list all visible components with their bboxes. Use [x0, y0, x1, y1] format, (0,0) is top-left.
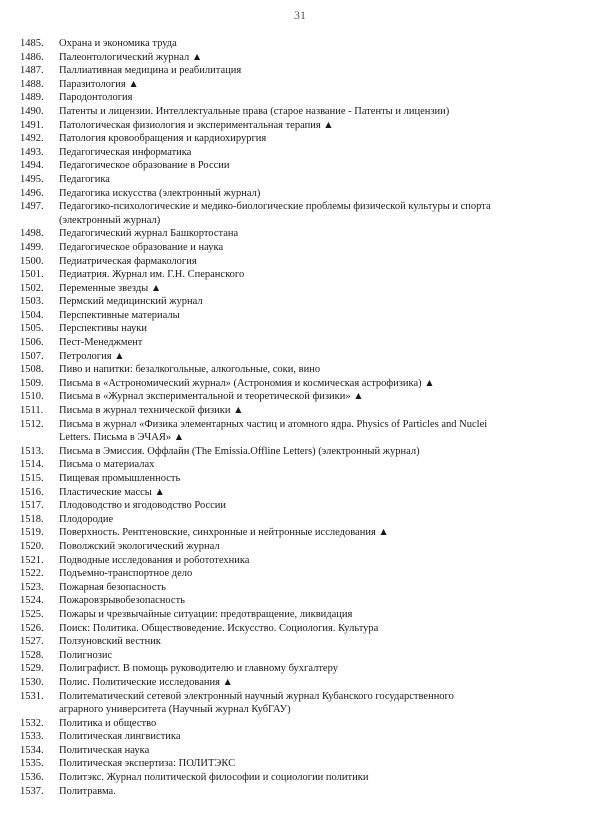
- entry-number: 1535.: [20, 758, 44, 770]
- entry-title-line: Полис. Политические исследования ▲: [59, 676, 233, 688]
- list-item: [20, 540, 590, 554]
- entry-number: 1512.: [20, 418, 44, 430]
- journal-list: [20, 37, 590, 798]
- entry-title-line: Перспективные материалы: [59, 309, 180, 321]
- entry-number: 1520.: [20, 540, 44, 552]
- entry-title-line: Паразитология ▲: [59, 78, 139, 90]
- list-item: [20, 649, 590, 663]
- list-item: [20, 486, 590, 500]
- entry-number: 1507.: [20, 350, 44, 362]
- entry-title-line: Письма о материалах: [59, 459, 155, 471]
- entry-title-line: Патология кровообращения и кардиохирургия: [59, 133, 267, 145]
- list-item: [20, 146, 590, 160]
- entry-title: [59, 51, 590, 65]
- entry-number: 1529.: [20, 663, 44, 675]
- entry-title-line: Пищевая промышленность: [59, 473, 181, 484]
- entry-number: 1534.: [20, 744, 44, 756]
- list-item: [20, 458, 590, 472]
- list-item: [20, 78, 590, 92]
- list-item: [20, 241, 590, 255]
- entry-title: [59, 676, 590, 690]
- entry-number: 1532.: [20, 717, 44, 729]
- entry-number: 1489.: [20, 92, 44, 104]
- entry-number: 1505.: [20, 323, 44, 335]
- list-item: [20, 404, 590, 418]
- entry-title-line: Пластические массы ▲: [59, 486, 165, 498]
- entry-title-line: Полиграфист. В помощь руководителю и главному бухгалтеру: [59, 663, 338, 675]
- list-item: [20, 105, 590, 119]
- entry-title-line: Педагогика: [59, 173, 110, 185]
- entry-number: 1491.: [20, 119, 44, 131]
- entry-title: [59, 635, 590, 649]
- entry-number: 1506.: [20, 337, 44, 349]
- list-item: [20, 336, 590, 350]
- entry-title: [59, 78, 590, 92]
- entry-title-line: Письма в журнал технической физики ▲: [59, 405, 244, 417]
- entry-number: 1509.: [20, 377, 44, 389]
- list-item: [20, 64, 590, 78]
- list-item: [20, 730, 590, 744]
- entry-title: [59, 730, 590, 744]
- entry-title: [59, 690, 590, 717]
- entry-number: 1518.: [20, 513, 44, 525]
- entry-title-line: Педагогическое образование и наука: [59, 241, 224, 253]
- entry-title-line: Письма в «Журнал экспериментальной и теоретической физики» ▲: [59, 391, 364, 403]
- list-item: [20, 472, 590, 486]
- entry-title: [59, 268, 590, 282]
- entry-number: 1510.: [20, 391, 44, 403]
- entry-title-line: Политическая наука: [59, 744, 150, 756]
- entry-number: 1536.: [20, 772, 44, 784]
- entry-title: [59, 187, 590, 201]
- list-item: [20, 567, 590, 581]
- entry-number: 1525.: [20, 608, 44, 620]
- entry-title-line: Поверхность. Рентгеновские, синхронные и нейтронные исследования ▲: [59, 527, 389, 539]
- entry-title: [59, 64, 590, 78]
- entry-number: 1531.: [20, 690, 44, 702]
- entry-title: [59, 377, 590, 391]
- entry-number: 1501.: [20, 269, 44, 281]
- entry-title-line: Политравма.: [59, 785, 116, 797]
- entry-number: 1499.: [20, 241, 44, 253]
- entry-title-line: Педагогическое образование в России: [59, 160, 230, 172]
- list-item: [20, 282, 590, 296]
- entry-title: [59, 282, 590, 296]
- entry-title: [59, 771, 590, 785]
- entry-title-line: Палеонтологический журнал ▲: [59, 51, 203, 63]
- entry-title-line: Педагогика искусства (электронный журнал): [59, 187, 261, 199]
- entry-number: 1495.: [20, 173, 44, 185]
- list-item: [20, 227, 590, 241]
- list-item: [20, 554, 590, 568]
- entry-title-line: Охрана и экономика труда: [59, 38, 177, 49]
- entry-title-line: аграрного университета (Научный журнал КубГАУ): [59, 704, 291, 716]
- entry-number: 1494.: [20, 160, 44, 172]
- entry-number: 1488.: [20, 78, 44, 90]
- entry-title: [59, 255, 590, 269]
- entry-title: [59, 350, 590, 364]
- list-item: [20, 322, 590, 336]
- entry-title: [59, 445, 590, 459]
- list-item: [20, 499, 590, 513]
- entry-title: [59, 499, 590, 513]
- entry-title: [59, 662, 590, 676]
- entry-number: 1493.: [20, 146, 44, 158]
- entry-title: [59, 744, 590, 758]
- entry-title: [59, 757, 590, 771]
- list-item: [20, 622, 590, 636]
- list-item: [20, 662, 590, 676]
- entry-number: 1524.: [20, 595, 44, 607]
- entry-title: [59, 309, 590, 323]
- list-item: [20, 390, 590, 404]
- entry-title: [59, 404, 590, 418]
- page-number: 31: [294, 8, 306, 22]
- entry-number: 1516.: [20, 486, 44, 498]
- list-item: [20, 363, 590, 377]
- entry-title: [59, 717, 590, 731]
- list-item: [20, 717, 590, 731]
- entry-title: [59, 37, 590, 51]
- entry-title-line: Педагогическая информатика: [59, 146, 192, 158]
- entry-number: 1500.: [20, 255, 44, 267]
- entry-title-line: Letters. Письма в ЭЧАЯ» ▲: [59, 432, 185, 444]
- entry-number: 1502.: [20, 282, 44, 294]
- entry-title: [59, 295, 590, 309]
- entry-title: [59, 622, 590, 636]
- list-item: [20, 173, 590, 187]
- entry-number: 1486.: [20, 51, 44, 63]
- entry-number: 1519.: [20, 527, 44, 539]
- entry-number: 1511.: [20, 405, 44, 417]
- list-item: [20, 37, 590, 51]
- entry-title-line: Плодородие: [59, 513, 114, 525]
- list-item: [20, 91, 590, 105]
- entry-number: 1498.: [20, 228, 44, 240]
- entry-title-line: Пожаровзрывобезопасность: [59, 595, 185, 607]
- entry-title: [59, 91, 590, 105]
- entry-title-line: Поиск: Политика. Обществоведение. Искусство. Социология. Культура: [59, 622, 379, 634]
- entry-number: 1530.: [20, 676, 44, 688]
- entry-title: [59, 458, 590, 472]
- entry-number: 1522.: [20, 568, 44, 580]
- entry-title-line: Политическая экспертиза: ПОЛИТЭКС: [59, 758, 236, 770]
- entry-title: [59, 554, 590, 568]
- entry-title: [59, 608, 590, 622]
- entry-number: 1515.: [20, 473, 44, 484]
- entry-title-line: Педиатрия. Журнал им. Г.Н. Сперанского: [59, 269, 245, 281]
- entry-title: [59, 472, 590, 486]
- list-item: [20, 513, 590, 527]
- entry-title-line: Патологическая физиология и экспериментальная терапия ▲: [59, 119, 334, 131]
- entry-title-line: Политическая лингвистика: [59, 731, 181, 743]
- entry-title-line: Пест-Менеджмент: [59, 337, 143, 349]
- entry-number: 1523.: [20, 581, 44, 593]
- entry-title-line: Полигнозис: [59, 649, 113, 661]
- entry-number: 1521.: [20, 554, 44, 566]
- entry-title: [59, 418, 590, 445]
- list-item: [20, 690, 590, 717]
- entry-title-line: Плодоводство и ягодоводство России: [59, 500, 227, 512]
- entry-title: [59, 336, 590, 350]
- entry-title: [59, 513, 590, 527]
- entry-number: 1503.: [20, 296, 44, 308]
- entry-title-line: Патенты и лицензии. Интеллектуальные права (старое название - Патенты и лицензии): [59, 105, 450, 117]
- list-item: [20, 594, 590, 608]
- entry-number: 1497.: [20, 201, 44, 213]
- list-item: [20, 757, 590, 771]
- entry-title-line: Ползуновский вестник: [59, 636, 161, 648]
- entry-number: 1492.: [20, 133, 44, 145]
- entry-title: [59, 526, 590, 540]
- entry-title: [59, 486, 590, 500]
- list-item: [20, 744, 590, 758]
- list-item: [20, 159, 590, 173]
- entry-title-line: Пиво и напитки: безалкогольные, алкогольные, соки, вино: [59, 364, 321, 376]
- list-item: [20, 255, 590, 269]
- entry-title-line: Педиатрическая фармакология: [59, 255, 197, 267]
- list-item: [20, 309, 590, 323]
- list-item: [20, 526, 590, 540]
- entry-number: 1537.: [20, 785, 44, 797]
- entry-title-line: Пожары и чрезвычайные ситуации: предотвращение, ликвидация: [59, 608, 353, 620]
- entry-number: 1526.: [20, 622, 44, 634]
- entry-title-line: Письма в «Астрономический журнал» (Астрономия и космическая астрофизика) ▲: [59, 377, 435, 389]
- entry-title-line: Пародонтология: [59, 92, 133, 104]
- entry-title-line: (электронный журнал): [59, 214, 161, 226]
- entry-title-line: Педагогико-психологические и медико-биологические проблемы физической культуры и спорта: [59, 201, 491, 213]
- entry-title: [59, 173, 590, 187]
- entry-title: [59, 594, 590, 608]
- entry-title: [59, 146, 590, 160]
- list-item: [20, 445, 590, 459]
- entry-title: [59, 322, 590, 336]
- list-item: [20, 200, 590, 227]
- entry-number: 1487.: [20, 65, 44, 77]
- list-item: [20, 51, 590, 65]
- entry-number: 1485.: [20, 38, 44, 49]
- list-item: [20, 676, 590, 690]
- entry-title: [59, 363, 590, 377]
- entry-number: 1517.: [20, 500, 44, 512]
- entry-number: 1508.: [20, 364, 44, 376]
- entry-title-line: Политика и общество: [59, 717, 157, 729]
- entry-title: [59, 785, 590, 799]
- list-item: [20, 771, 590, 785]
- entry-number: 1527.: [20, 636, 44, 648]
- entry-title-line: Письма в журнал «Физика элементарных частиц и атомного ядра. Physics of Particles and Nuclei: [59, 418, 488, 430]
- entry-title-line: Петрология ▲: [59, 350, 125, 362]
- list-item: [20, 268, 590, 282]
- entry-number: 1533.: [20, 731, 44, 743]
- list-item: [20, 608, 590, 622]
- entry-title: [59, 159, 590, 173]
- entry-title-line: Письма в Эмиссия. Оффлайн (The Emissia.Offline Letters) (электронный журнал): [59, 445, 420, 457]
- list-item: [20, 581, 590, 595]
- list-item: [20, 132, 590, 146]
- entry-title: [59, 227, 590, 241]
- entry-number: 1504.: [20, 309, 44, 321]
- entry-title-line: Политематический сетевой электронный научный журнал Кубанского государственного: [59, 690, 454, 702]
- entry-number: 1513.: [20, 445, 44, 457]
- list-item: [20, 418, 590, 445]
- entry-title: [59, 200, 590, 227]
- entry-title-line: Пермский медицинский журнал: [59, 296, 203, 308]
- entry-title-line: Подводные исследования и робототехника: [59, 554, 250, 566]
- entry-number: 1490.: [20, 105, 44, 117]
- entry-title: [59, 105, 590, 119]
- entry-title: [59, 540, 590, 554]
- list-item: [20, 785, 590, 799]
- list-item: [20, 377, 590, 391]
- entry-title-line: Переменные звезды ▲: [59, 282, 162, 294]
- entry-number: 1496.: [20, 187, 44, 199]
- list-item: [20, 295, 590, 309]
- entry-title: [59, 581, 590, 595]
- entry-title-line: Паллиативная медицина и реабилитация: [59, 65, 242, 77]
- list-item: [20, 187, 590, 201]
- entry-title: [59, 119, 590, 133]
- entry-title-line: Политэкс. Журнал политической философии и социологии политики: [59, 772, 369, 784]
- entry-title-line: Поволжский экологический журнал: [59, 540, 220, 552]
- entry-title: [59, 132, 590, 146]
- entry-number: 1528.: [20, 649, 44, 661]
- entry-title: [59, 567, 590, 581]
- list-item: [20, 119, 590, 133]
- entry-title: [59, 241, 590, 255]
- entry-title: [59, 649, 590, 663]
- entry-title-line: Пожарная безопасность: [59, 581, 166, 593]
- entry-title: [59, 390, 590, 404]
- entry-title-line: Перспективы науки: [59, 323, 147, 335]
- entry-number: 1514.: [20, 459, 44, 471]
- list-item: [20, 635, 590, 649]
- entry-title-line: Подъемно-транспортное дело: [59, 568, 193, 580]
- list-item: [20, 350, 590, 364]
- entry-title-line: Педагогический журнал Башкортостана: [59, 228, 239, 240]
